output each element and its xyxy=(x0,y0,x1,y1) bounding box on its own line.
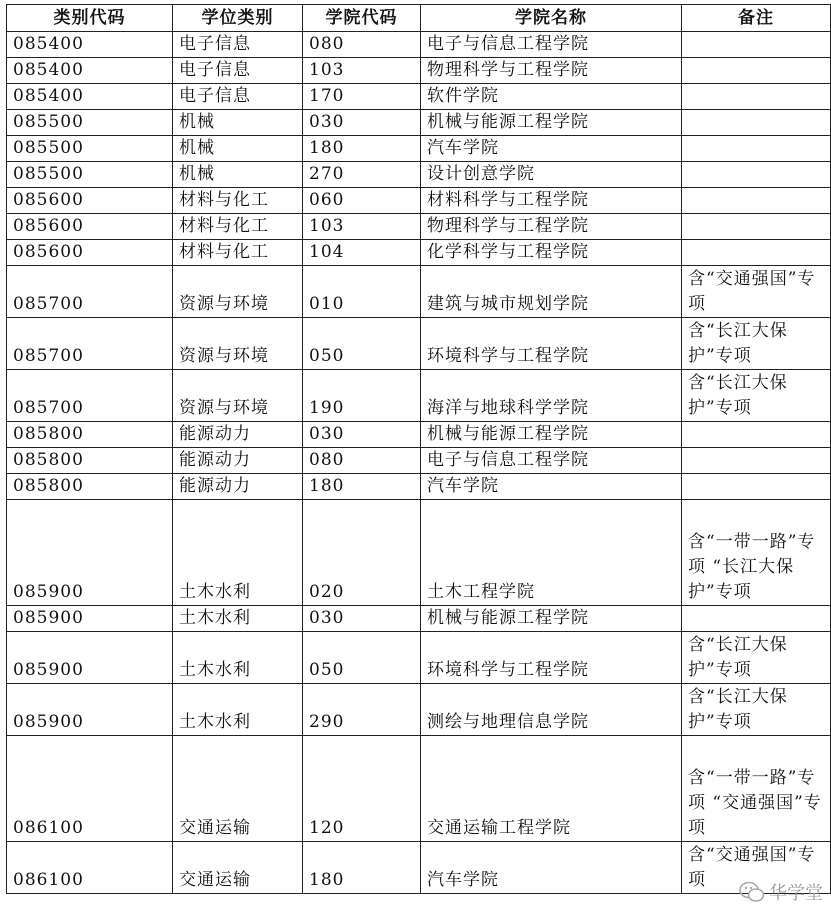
header-remarks: 备注 xyxy=(682,5,831,32)
category-code-cell: 085600 xyxy=(7,240,173,266)
table-row xyxy=(7,370,831,422)
college-code-cell: 080 xyxy=(303,448,421,474)
college-name-cell: 机械与能源工程学院 xyxy=(421,110,682,136)
college-code-cell: 060 xyxy=(303,188,421,214)
college-name-cell: 物理科学与工程学院 xyxy=(421,214,682,240)
category-code-cell: 085400 xyxy=(7,32,173,58)
college-name-cell: 材料科学与工程学院 xyxy=(421,188,682,214)
category-code-cell: 085900 xyxy=(7,684,173,736)
degree-category-cell: 交通运输 xyxy=(173,842,303,894)
college-code-cell: 270 xyxy=(303,162,421,188)
college-code-cell: 290 xyxy=(303,684,421,736)
remarks-cell xyxy=(682,474,831,500)
college-code-cell: 180 xyxy=(303,136,421,162)
college-name-cell: 测绘与地理信息学院 xyxy=(421,684,682,736)
category-code-cell: 086100 xyxy=(7,736,173,842)
header-college-code: 学院代码 xyxy=(303,5,421,32)
table-row xyxy=(7,606,831,632)
category-code-cell: 085900 xyxy=(7,500,173,606)
college-name-cell: 软件学院 xyxy=(421,84,682,110)
header-degree-category: 学位类别 xyxy=(173,5,303,32)
degree-category-cell: 电子信息 xyxy=(173,84,303,110)
college-code-cell: 190 xyxy=(303,370,421,422)
degree-category-cell: 材料与化工 xyxy=(173,240,303,266)
remarks-cell xyxy=(682,448,831,474)
category-code-cell: 085700 xyxy=(7,266,173,318)
category-code-cell: 085900 xyxy=(7,606,173,632)
degree-category-cell: 电子信息 xyxy=(173,32,303,58)
remarks-cell: 含“交通强国”专项 xyxy=(682,266,831,318)
category-code-cell: 085400 xyxy=(7,84,173,110)
college-name-cell: 机械与能源工程学院 xyxy=(421,422,682,448)
table-row xyxy=(7,318,831,370)
college-name-cell: 电子与信息工程学院 xyxy=(421,32,682,58)
college-name-cell: 汽车学院 xyxy=(421,136,682,162)
category-code-cell: 085700 xyxy=(7,370,173,422)
college-code-cell: 170 xyxy=(303,84,421,110)
degree-category-cell: 土木水利 xyxy=(173,606,303,632)
table-row xyxy=(7,188,831,214)
table-row xyxy=(7,842,831,894)
remarks-cell xyxy=(682,162,831,188)
college-name-cell: 设计创意学院 xyxy=(421,162,682,188)
table-row xyxy=(7,632,831,684)
header-category-code: 类别代码 xyxy=(7,5,173,32)
table-row xyxy=(7,214,831,240)
college-name-cell: 机械与能源工程学院 xyxy=(421,606,682,632)
remarks-cell xyxy=(682,84,831,110)
table-row xyxy=(7,32,831,58)
college-code-cell: 030 xyxy=(303,606,421,632)
table-row xyxy=(7,84,831,110)
category-code-cell: 085800 xyxy=(7,474,173,500)
remarks-cell: 含“长江大保护”专项 xyxy=(682,684,831,736)
remarks-cell xyxy=(682,32,831,58)
category-code-cell: 085600 xyxy=(7,214,173,240)
watermark xyxy=(739,879,823,905)
college-code-cell: 104 xyxy=(303,240,421,266)
college-name-cell: 汽车学院 xyxy=(421,474,682,500)
table-row xyxy=(7,422,831,448)
college-code-cell: 180 xyxy=(303,474,421,500)
college-name-cell: 建筑与城市规划学院 xyxy=(421,266,682,318)
table-row xyxy=(7,474,831,500)
remarks-cell: 含“一带一路”专项 “长江大保护”专项 xyxy=(682,500,831,606)
degree-category-cell: 机械 xyxy=(173,162,303,188)
table-row xyxy=(7,266,831,318)
degree-category-cell: 能源动力 xyxy=(173,474,303,500)
college-name-cell: 化学科学与工程学院 xyxy=(421,240,682,266)
degree-category-cell: 机械 xyxy=(173,136,303,162)
table-row xyxy=(7,684,831,736)
remarks-cell xyxy=(682,110,831,136)
remarks-cell xyxy=(682,422,831,448)
remarks-cell xyxy=(682,214,831,240)
college-code-cell: 050 xyxy=(303,318,421,370)
college-name-cell: 汽车学院 xyxy=(421,842,682,894)
degree-category-cell: 电子信息 xyxy=(173,58,303,84)
college-name-cell: 海洋与地球科学学院 xyxy=(421,370,682,422)
table-row xyxy=(7,136,831,162)
category-code-cell: 085600 xyxy=(7,188,173,214)
college-code-cell: 120 xyxy=(303,736,421,842)
college-program-table xyxy=(6,4,831,894)
remarks-cell: 含“长江大保护”专项 xyxy=(682,370,831,422)
college-name-cell: 土木工程学院 xyxy=(421,500,682,606)
college-code-cell: 050 xyxy=(303,632,421,684)
remarks-cell: 含“长江大保护”专项 xyxy=(682,632,831,684)
watermark-text: 华学堂 xyxy=(769,883,823,904)
degree-category-cell: 材料与化工 xyxy=(173,214,303,240)
college-name-cell: 交通运输工程学院 xyxy=(421,736,682,842)
college-code-cell: 030 xyxy=(303,110,421,136)
degree-category-cell: 交通运输 xyxy=(173,736,303,842)
table-row xyxy=(7,110,831,136)
table-row xyxy=(7,448,831,474)
category-code-cell: 085500 xyxy=(7,162,173,188)
college-name-cell: 物理科学与工程学院 xyxy=(421,58,682,84)
degree-category-cell: 土木水利 xyxy=(173,684,303,736)
remarks-cell xyxy=(682,606,831,632)
degree-category-cell: 资源与环境 xyxy=(173,318,303,370)
table-row xyxy=(7,500,831,606)
college-code-cell: 180 xyxy=(303,842,421,894)
degree-category-cell: 材料与化工 xyxy=(173,188,303,214)
category-code-cell: 085800 xyxy=(7,422,173,448)
college-name-cell: 环境科学与工程学院 xyxy=(421,632,682,684)
category-code-cell: 086100 xyxy=(7,842,173,894)
header-college-name: 学院名称 xyxy=(421,5,682,32)
table-row xyxy=(7,240,831,266)
category-code-cell: 085500 xyxy=(7,110,173,136)
wechat-icon xyxy=(739,880,765,904)
remarks-cell: 含“长江大保护”专项 xyxy=(682,318,831,370)
college-code-cell: 103 xyxy=(303,58,421,84)
degree-category-cell: 机械 xyxy=(173,110,303,136)
degree-category-cell: 土木水利 xyxy=(173,632,303,684)
degree-category-cell: 资源与环境 xyxy=(173,266,303,318)
remarks-cell xyxy=(682,136,831,162)
college-code-cell: 010 xyxy=(303,266,421,318)
category-code-cell: 085800 xyxy=(7,448,173,474)
remarks-cell xyxy=(682,58,831,84)
college-name-cell: 电子与信息工程学院 xyxy=(421,448,682,474)
remarks-cell: 含“交通强国”专项 xyxy=(682,842,831,894)
category-code-cell: 085500 xyxy=(7,136,173,162)
remarks-cell xyxy=(682,240,831,266)
table-header-row xyxy=(7,5,831,32)
table-row xyxy=(7,58,831,84)
category-code-cell: 085700 xyxy=(7,318,173,370)
category-code-cell: 085900 xyxy=(7,632,173,684)
table-row xyxy=(7,736,831,842)
college-name-cell: 环境科学与工程学院 xyxy=(421,318,682,370)
degree-category-cell: 土木水利 xyxy=(173,500,303,606)
degree-category-cell: 能源动力 xyxy=(173,448,303,474)
degree-category-cell: 资源与环境 xyxy=(173,370,303,422)
remarks-cell xyxy=(682,188,831,214)
college-code-cell: 080 xyxy=(303,32,421,58)
college-code-cell: 030 xyxy=(303,422,421,448)
college-code-cell: 103 xyxy=(303,214,421,240)
category-code-cell: 085400 xyxy=(7,58,173,84)
college-code-cell: 020 xyxy=(303,500,421,606)
degree-category-cell: 能源动力 xyxy=(173,422,303,448)
table-row xyxy=(7,162,831,188)
remarks-cell: 含“一带一路”专项 “交通强国”专项 xyxy=(682,736,831,842)
